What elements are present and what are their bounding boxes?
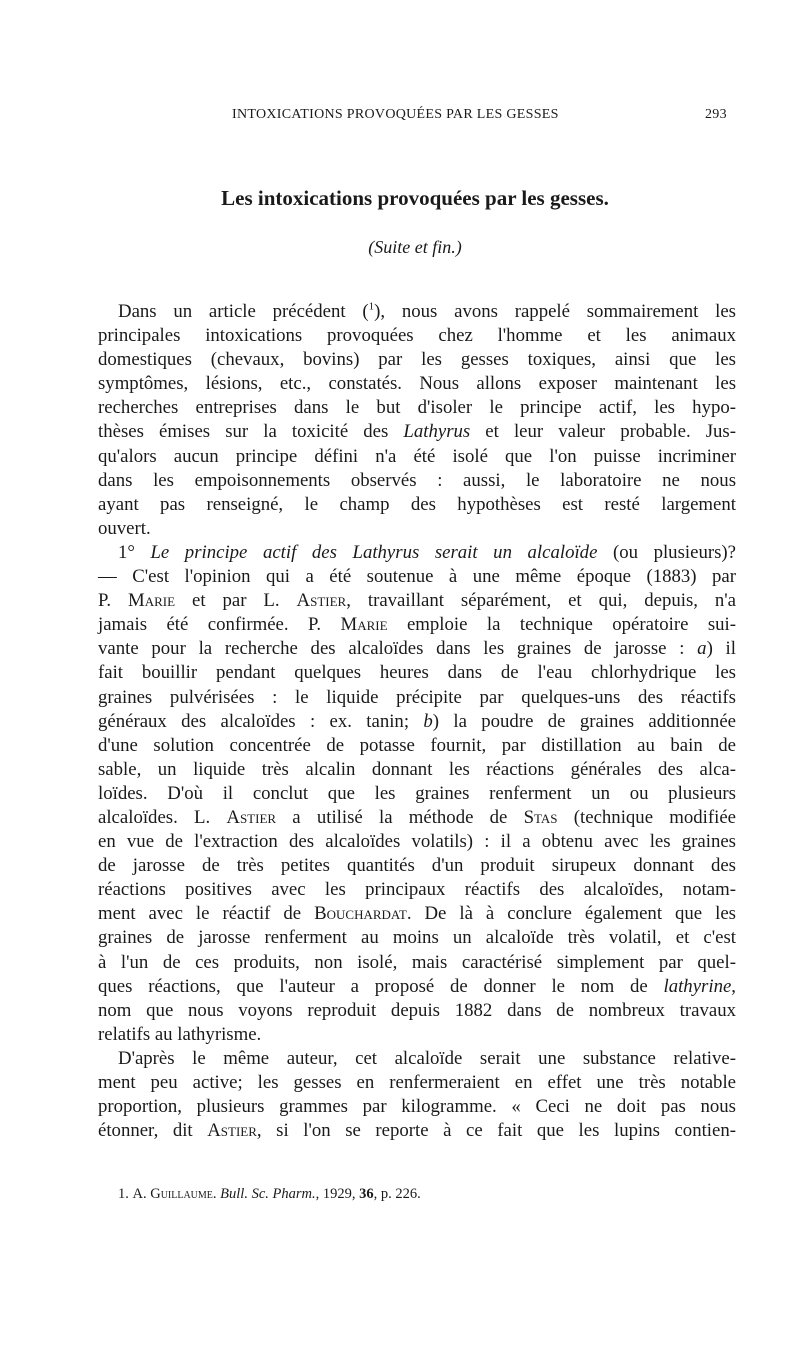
text-line: recherches entreprises dans le but d'isoler le principe actif, les hypo- [98, 397, 736, 419]
text-line: généraux des alcaloïdes : ex. tanin; b) la poudre de graines additionnée [98, 710, 736, 732]
article-title: Les intoxications provoquées par les gesses. [221, 186, 609, 210]
text-line: ayant pas renseigné, le champ des hypothèses est resté largement [98, 493, 736, 515]
text-line: de jarosse de très petites quantités d'un produit sirupeux donnant des [98, 855, 736, 877]
text-line: qu'alors aucun principe défini n'a été isolé que l'on puisse incriminer [98, 445, 736, 467]
text-line: en vue de l'extraction des alcaloïdes volatils) : il a obtenu avec les graines [98, 831, 736, 853]
text-line: graines de jarosse renferment au moins un alcaloïde très volatil, et c'est [98, 927, 736, 949]
text-line: principales intoxications provoquées chez l'homme et les animaux [98, 325, 736, 347]
text-line: ment avec le réactif de Bouchardat. De là à conclure également que les [98, 903, 736, 925]
footnote: 1. A. Guillaume. Bull. Sc. Pharm., 1929, 36, p. 226. [118, 1186, 421, 1202]
text-line: ques réactions, que l'auteur a proposé de donner le nom de lathyrine, [98, 975, 736, 997]
text-line: jamais été confirmée. P. Marie emploie la technique opératoire sui- [98, 614, 737, 636]
article-body [98, 300, 736, 1143]
text-line: ouvert. [98, 517, 151, 539]
text-line: proportion, plusieurs grammes par kilogramme. « Ceci ne doit pas nous [98, 1096, 736, 1118]
text-line: domestiques (chevaux, bovins) par les gesses toxiques, ainsi que les [98, 349, 736, 371]
text-line: 1° Le principe actif des Lathyrus serait un alcaloïde (ou plusieurs)? [118, 541, 736, 563]
text-line: P. Marie et par L. Astier, travaillant séparément, et qui, depuis, n'a [98, 590, 737, 612]
text-line: alcaloïdes. L. Astier a utilisé la méthode de Stas (technique modifiée [98, 806, 736, 828]
text-line: ment peu active; les gesses en renfermeraient en effet une très notable [98, 1072, 736, 1093]
article-subtitle: (Suite et fin.) [368, 237, 462, 257]
text-line: — C'est l'opinion qui a été soutenue à une même époque (1883) par [98, 566, 736, 588]
footnote-ref: 1 [368, 300, 375, 313]
text-line: D'après le même auteur, cet alcaloïde serait une substance relative- [118, 1047, 736, 1069]
page-number: 293 [705, 107, 727, 122]
text-line: Dans un article précédent ($^1$), nous avons rappelé sommairement les [118, 300, 736, 322]
text-line: à l'un de ces produits, non isolé, mais caractérisé simplement par quel- [98, 951, 736, 973]
running-head [0, 103, 800, 127]
text-line: dans les empoisonnements observés : aussi, le laboratoire ne nous [98, 469, 736, 491]
text-line: fait bouillir pendant quelques heures dans de l'eau chlorhydrique les [98, 662, 736, 684]
text-line: nom que nous voyons reproduit depuis 1882 dans de nombreux travaux [98, 999, 736, 1021]
text-line: loïdes. D'où il conclut que les graines renferment un ou plusieurs [98, 782, 736, 804]
text-line: symptômes, lésions, etc., constatés. Nous allons exposer maintenant les [98, 373, 736, 395]
text-line: thèses émises sur la toxicité des Lathyrus et leur valeur probable. Jus- [98, 421, 736, 443]
text-line: relatifs au lathyrisme. [98, 1023, 262, 1045]
text-line: graines pulvérisées : le liquide précipite par quelques-uns des réactifs [98, 686, 736, 708]
text-line: vante pour la recherche des alcaloïdes dans les graines de jarosse : a) il [98, 638, 736, 660]
text-line: d'une solution concentrée de potasse fournit, par distillation au bain de [98, 734, 736, 756]
text-line: étonner, dit Astier, si l'on se reporte à ce fait que les lupins contien- [98, 1120, 736, 1142]
text-line: sable, un liquide très alcalin donnant les réactions générales des alca- [98, 758, 736, 780]
text-line: réactions positives avec les principaux réactifs des alcaloïdes, notam- [98, 879, 736, 901]
running-head-title: INTOXICATIONS PROVOQUÉES PAR LES GESSES [232, 107, 559, 122]
